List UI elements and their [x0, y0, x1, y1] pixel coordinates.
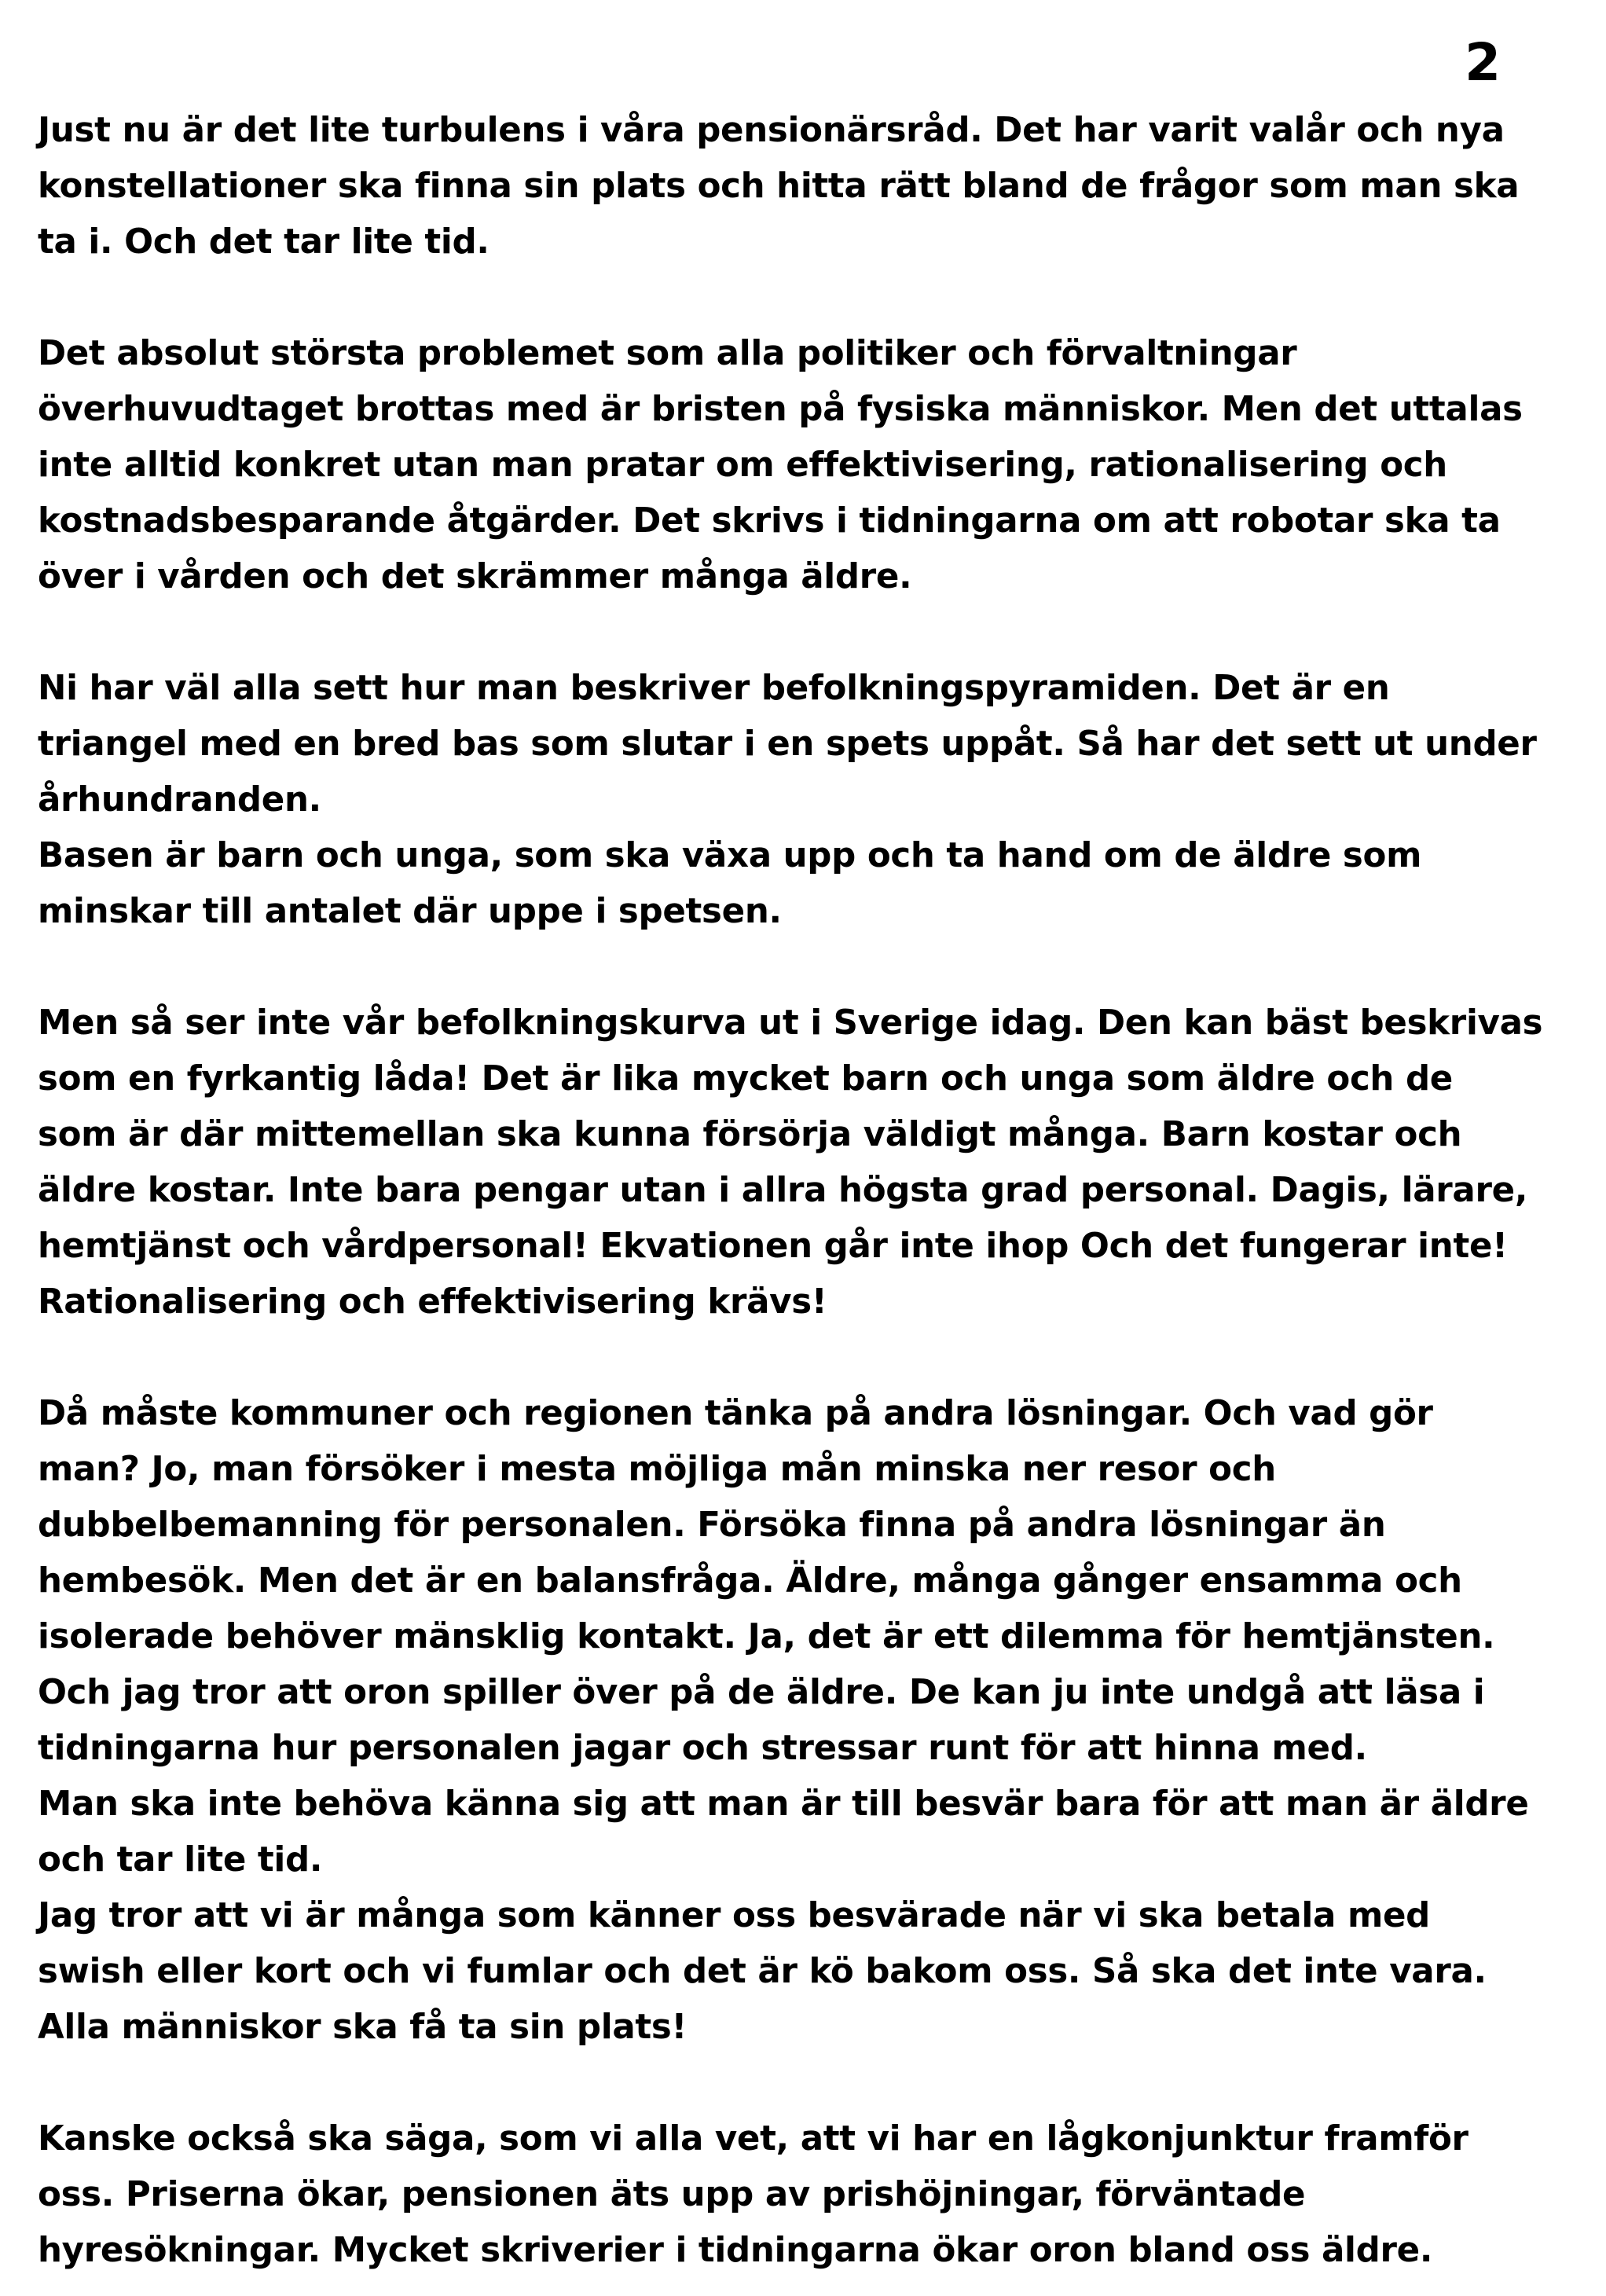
text-line: Rationalisering och effektivisering krävs! — [38, 1282, 827, 1322]
text-line: isolerade behöver mänsklig kontakt. Ja, det är ett dilemma för hemtjänsten. — [38, 1617, 1495, 1656]
text-line: hyresökningar. Mycket skriverier i tidningarna ökar oron bland oss äldre. — [38, 2231, 1433, 2270]
text-line: Men så ser inte vår befolkningskurva ut i Sverige idag. Den kan bäst beskrivas — [38, 1003, 1543, 1043]
text-line: som är där mittemellan ska kunna försörja väldigt många. Barn kostar och — [38, 1115, 1462, 1154]
text-line: konstellationer ska finna sin plats och hitta rätt bland de frågor som man ska — [38, 167, 1520, 206]
paragraph — [38, 103, 1578, 270]
text-line: hembesök. Men det är en balansfråga. Äldre, många gånger ensamma och — [38, 1561, 1462, 1601]
text-line: Basen är barn och unga, som ska växa upp och ta hand om de äldre som — [38, 836, 1422, 875]
text-line: Jag tror att vi är många som känner oss besvärade när vi ska betala med — [38, 1896, 1431, 1935]
paragraph — [38, 661, 1578, 940]
paragraph — [38, 2111, 1578, 2279]
text-line: och tar lite tid. — [38, 1840, 323, 1880]
text-line: oss. Priserna ökar, pensionen äts upp av prishöjningar, förväntade — [38, 2175, 1306, 2214]
text-line: Det absolut största problemet som alla politiker och förvaltningar — [38, 334, 1297, 373]
page-number: 2 — [1465, 32, 1501, 93]
text-line: århundranden. — [38, 780, 321, 820]
paragraph-gap — [38, 940, 1578, 996]
text-line: Och jag tror att oron spiller över på de äldre. De kan ju inte undgå att läsa i — [38, 1673, 1485, 1712]
paragraph-gap — [38, 2056, 1578, 2111]
text-line: Ni har väl alla sett hur man beskriver befolkningspyramiden. Det är en — [38, 669, 1390, 708]
document-body — [38, 103, 1578, 2279]
text-line: äldre kostar. Inte bara pengar utan i allra högsta grad personal. Dagis, lärare, — [38, 1171, 1528, 1210]
paragraph — [38, 1386, 1578, 2056]
text-line: kostnadsbesparande åtgärder. Det skrivs i tidningarna om att robotar ska ta — [38, 501, 1501, 541]
text-line: hemtjänst och vårdpersonal! Ekvationen går inte ihop Och det fungerar inte! — [38, 1227, 1508, 1266]
text-line: överhuvudtaget brottas med är bristen på fysiska människor. Men det uttalas — [38, 390, 1523, 429]
text-line: inte alltid konkret utan man pratar om effektivisering, rationalisering och — [38, 446, 1447, 485]
text-line: Man ska inte behöva känna sig att man är till besvär bara för att man är äldre — [38, 1784, 1529, 1824]
text-line: Då måste kommuner och regionen tänka på andra lösningar. Och vad gör — [38, 1394, 1433, 1433]
paragraph-gap — [38, 1330, 1578, 1386]
text-line: Kanske också ska säga, som vi alla vet, att vi har en lågkonjunktur framför — [38, 2119, 1468, 2158]
text-line: swish eller kort och vi fumlar och det är kö bakom oss. Så ska det inte vara. — [38, 1952, 1487, 1991]
text-line: triangel med en bred bas som slutar i en spets uppåt. Så har det sett ut under — [38, 724, 1537, 764]
paragraph — [38, 996, 1578, 1330]
text-line: över i vården och det skrämmer många äldre. — [38, 557, 912, 596]
text-line: dubbelbemanning för personalen. Försöka finna på andra lösningar än — [38, 1506, 1386, 1545]
text-line: tidningarna hur personalen jagar och stressar runt för att hinna med. — [38, 1729, 1367, 1768]
paragraph-gap — [38, 605, 1578, 661]
paragraph-gap — [38, 270, 1578, 326]
text-line: ta i. Och det tar lite tid. — [38, 222, 490, 262]
text-line: minskar till antalet där uppe i spetsen. — [38, 892, 782, 931]
text-line: som en fyrkantig låda! Det är lika mycket barn och unga som äldre och de — [38, 1059, 1453, 1098]
text-line: Alla människor ska få ta sin plats! — [38, 2008, 688, 2047]
text-line: man? Jo, man försöker i mesta möjliga mån minska ner resor och — [38, 1450, 1276, 1489]
text-line: Just nu är det lite turbulens i våra pensionärsråd. Det har varit valår och nya — [38, 111, 1505, 150]
paragraph — [38, 326, 1578, 605]
